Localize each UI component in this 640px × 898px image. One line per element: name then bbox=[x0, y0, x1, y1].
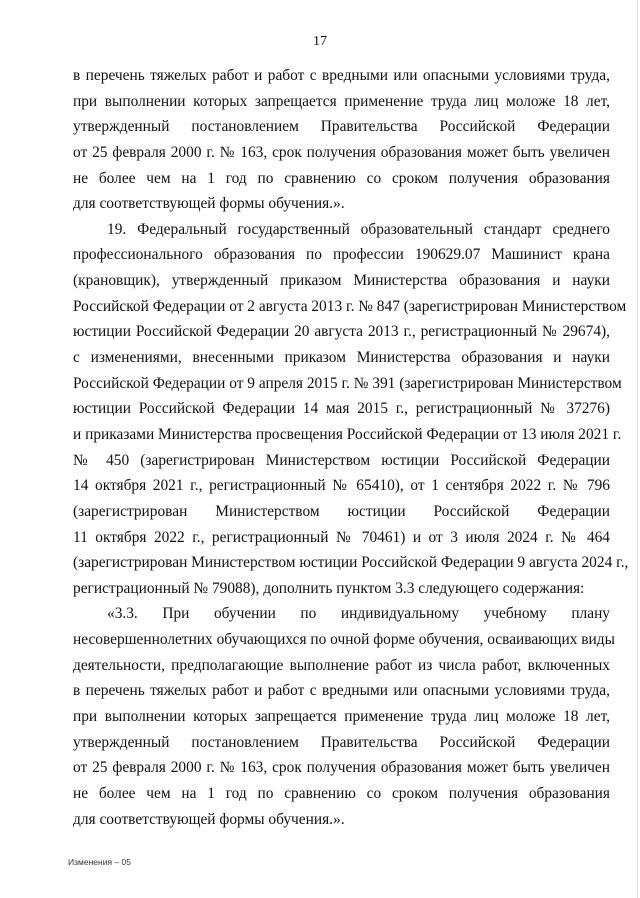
text-line: регистрационный № 79088), дополнить пунктом 3.3 следующего содержания: bbox=[73, 579, 585, 597]
text-line: в перечень тяжелых работ и работ с вредными или опасными условиями труда, bbox=[73, 67, 610, 84]
text-line: не более чем на 1 год по сравнению со сроком получения образования bbox=[73, 169, 610, 187]
text-line: для соответствующей формы обучения.». bbox=[73, 810, 345, 828]
text-line: (крановщик), утвержденный приказом Министерства образования и науки bbox=[73, 272, 610, 290]
text-line: утвержденный постановлением Правительства Российской Федерации bbox=[73, 118, 610, 136]
text-line: Российской Федерации от 9 апреля 2015 г. № 391 (зарегистрирован Министерством bbox=[73, 374, 622, 392]
text-line: утвержденный постановлением Правительства Российской Федерации bbox=[73, 733, 610, 751]
text-line: для соответствующей формы обучения.». bbox=[73, 195, 345, 213]
text-line: 19. Федеральный государственный образовательный стандарт среднего bbox=[107, 220, 610, 238]
text-line: с изменениями, внесенными приказом Министерства образования и науки bbox=[73, 349, 610, 367]
footer-label: Изменения – 05 bbox=[68, 857, 131, 867]
text-line: несовершеннолетних обучающихся по очной форме обучения, осваивающих виды bbox=[73, 631, 615, 649]
text-line: юстиции Российской Федерации 14 мая 2015 г., регистрационный № 37276) bbox=[73, 400, 610, 418]
text-line: (зарегистрирован Министерством юстиции Российской Федерации 9 августа 2024 г., bbox=[73, 554, 629, 572]
text-line: при выполнении которых запрещается применение труда лиц моложе 18 лет, bbox=[73, 92, 610, 110]
text-line: юстиции Российской Федерации 20 августа 2013 г., регистрационный № 29674), bbox=[73, 323, 610, 341]
text-line: «3.3. При обучении по индивидуальному учебному плану bbox=[107, 605, 610, 623]
text-line: 11 октября 2022 г., регистрационный № 70461) и от 3 июля 2024 г. № 464 bbox=[73, 528, 610, 546]
text-line: в перечень тяжелых работ и работ с вредными или опасными условиями труда, bbox=[73, 682, 610, 700]
text-line: от 25 февраля 2000 г. № 163, срок получения образования может быть увеличен bbox=[73, 143, 610, 161]
text-line: не более чем на 1 год по сравнению со сроком получения образования bbox=[73, 784, 610, 802]
text-line: от 25 февраля 2000 г. № 163, срок получения образования может быть увеличен bbox=[73, 759, 610, 777]
page-edge bbox=[637, 0, 638, 898]
text-line: Российской Федерации от 2 августа 2013 г. № 847 (зарегистрирован Министерством bbox=[73, 297, 627, 315]
text-line: деятельности, предполагающие выполнение работ из числа работ, включенных bbox=[73, 656, 610, 674]
document-body bbox=[73, 63, 629, 832]
page-number: 17 bbox=[313, 34, 327, 49]
text-line: и приказами Министерства просвещения Российской Федерации от 13 июля 2021 г. bbox=[73, 425, 622, 443]
text-line: профессионального образования по профессии 190629.07 Машинист крана bbox=[73, 246, 610, 264]
text-line: при выполнении которых запрещается применение труда лиц моложе 18 лет, bbox=[73, 708, 610, 726]
text-line: 14 октября 2021 г., регистрационный № 65410), от 1 сентября 2022 г. № 796 bbox=[73, 477, 610, 495]
text-line: (зарегистрирован Министерством юстиции Российской Федерации bbox=[73, 502, 610, 520]
text-line: № 450 (зарегистрирован Министерством юстиции Российской Федерации bbox=[73, 451, 610, 469]
